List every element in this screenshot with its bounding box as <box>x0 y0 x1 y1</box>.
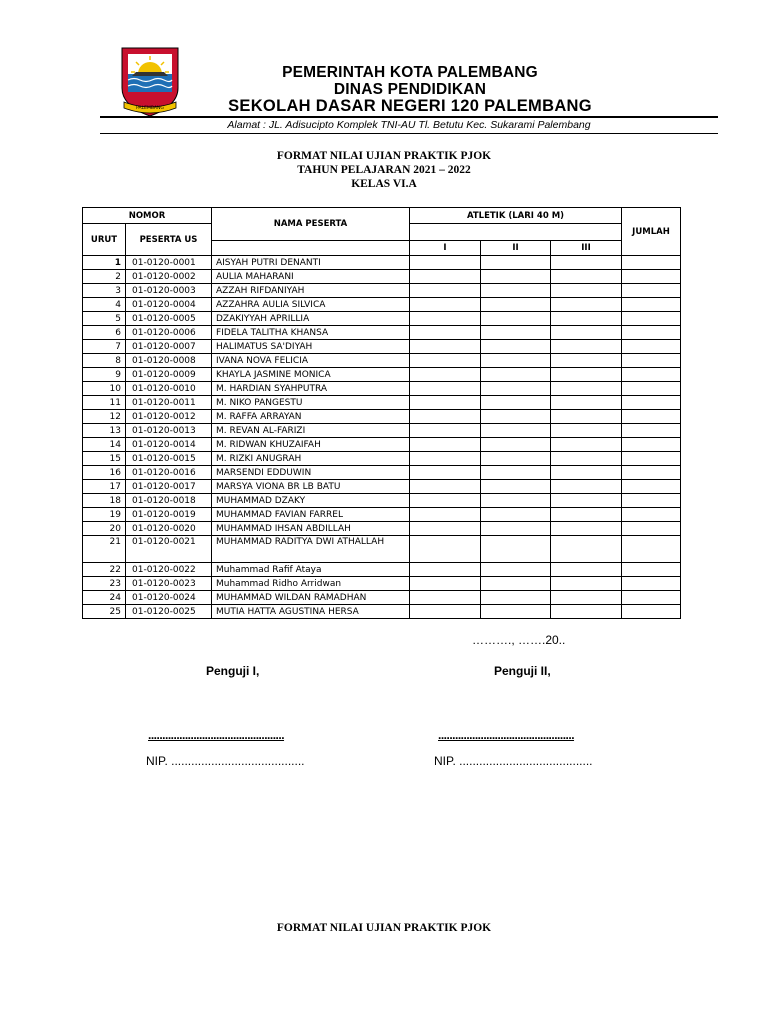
row-peserta-us: 01-0120-0009 <box>126 368 212 382</box>
table-row <box>83 326 681 340</box>
row-nama-peserta: M. HARDIAN SYAHPUTRA <box>212 382 410 396</box>
row-jumlah <box>622 284 681 298</box>
row-urut: 20 <box>83 522 126 536</box>
row-trial-i <box>410 410 481 424</box>
row-jumlah <box>622 354 681 368</box>
row-trial-iii <box>551 284 622 298</box>
row-jumlah <box>622 382 681 396</box>
row-urut: 2 <box>83 270 126 284</box>
row-peserta-us: 01-0120-0002 <box>126 270 212 284</box>
row-nama-peserta: IVANA NOVA FELICIA <box>212 354 410 368</box>
row-trial-iii <box>551 424 622 438</box>
row-jumlah <box>622 536 681 563</box>
row-urut: 9 <box>83 368 126 382</box>
header-nama-peserta: NAMA PESERTA <box>212 208 410 241</box>
row-peserta-us: 01-0120-0022 <box>126 563 212 577</box>
row-trial-i <box>410 270 481 284</box>
header-urut: URUT <box>83 224 126 256</box>
row-peserta-us: 01-0120-0025 <box>126 605 212 619</box>
table-row <box>83 563 681 577</box>
document-class: KELAS VI.A <box>351 178 417 190</box>
row-peserta-us: 01-0120-0005 <box>126 312 212 326</box>
header-nomor: NOMOR <box>83 208 212 224</box>
row-urut: 8 <box>83 354 126 368</box>
row-urut: 19 <box>83 508 126 522</box>
row-trial-i <box>410 326 481 340</box>
row-nama-peserta: MARSENDI EDDUWIN <box>212 466 410 480</box>
row-nama-peserta: MUHAMMAD RADITYA DWI ATHALLAH <box>212 536 410 563</box>
row-peserta-us: 01-0120-0021 <box>126 536 212 563</box>
row-trial-i <box>410 605 481 619</box>
table-row <box>83 340 681 354</box>
row-trial-ii <box>481 494 551 508</box>
row-peserta-us: 01-0120-0003 <box>126 284 212 298</box>
header-atletik-spacer <box>410 224 622 241</box>
row-trial-ii <box>481 312 551 326</box>
score-table <box>82 207 681 619</box>
row-trial-iii <box>551 368 622 382</box>
row-trial-ii <box>481 298 551 312</box>
row-jumlah <box>622 396 681 410</box>
row-nama-peserta: M. RAFFA ARRAYAN <box>212 410 410 424</box>
row-trial-i <box>410 591 481 605</box>
letterhead-line-2: DINAS PENDIDIKAN <box>333 81 487 98</box>
row-trial-i <box>410 466 481 480</box>
next-page-title: FORMAT NILAI UJIAN PRAKTIK PJOK <box>276 922 492 934</box>
row-nama-peserta: KHAYLA JASMINE MONICA <box>212 368 410 382</box>
row-trial-iii <box>551 270 622 284</box>
row-urut: 11 <box>83 396 126 410</box>
row-urut: 12 <box>83 410 126 424</box>
row-trial-i <box>410 382 481 396</box>
table-row <box>83 466 681 480</box>
row-urut: 17 <box>83 480 126 494</box>
row-trial-i <box>410 354 481 368</box>
row-jumlah <box>622 480 681 494</box>
table-row <box>83 298 681 312</box>
row-trial-iii <box>551 298 622 312</box>
row-peserta-us: 01-0120-0010 <box>126 382 212 396</box>
palembang-city-emblem-logo <box>118 44 182 120</box>
row-jumlah <box>622 438 681 452</box>
row-trial-i <box>410 368 481 382</box>
table-row <box>83 424 681 438</box>
row-trial-i <box>410 522 481 536</box>
row-nama-peserta: MUHAMMAD FAVIAN FARREL <box>212 508 410 522</box>
row-jumlah <box>622 522 681 536</box>
header-trial-iii: III <box>551 241 622 256</box>
row-trial-iii <box>551 577 622 591</box>
row-trial-iii <box>551 396 622 410</box>
table-row <box>83 354 681 368</box>
row-trial-i <box>410 480 481 494</box>
row-trial-ii <box>481 563 551 577</box>
row-jumlah <box>622 508 681 522</box>
row-trial-i <box>410 563 481 577</box>
table-row <box>83 438 681 452</box>
table-row <box>83 284 681 298</box>
penguji-2-nip: NIP. ........................................ <box>434 754 593 768</box>
row-nama-peserta: AULIA MAHARANI <box>212 270 410 284</box>
row-peserta-us: 01-0120-0016 <box>126 466 212 480</box>
row-urut: 18 <box>83 494 126 508</box>
row-jumlah <box>622 340 681 354</box>
row-trial-iii <box>551 452 622 466</box>
row-trial-ii <box>481 591 551 605</box>
letterhead-address: Alamat : JL. Adisucipto Komplek TNI-AU Tl. Betutu Kec. Sukarami Palembang <box>227 119 591 131</box>
row-nama-peserta: MARSYA VIONA BR LB BATU <box>212 480 410 494</box>
table-row <box>83 480 681 494</box>
table-row <box>83 382 681 396</box>
letterhead-line-3: SEKOLAH DASAR NEGERI 120 PALEMBANG <box>228 97 592 115</box>
row-trial-ii <box>481 605 551 619</box>
row-trial-iii <box>551 326 622 340</box>
row-trial-ii <box>481 270 551 284</box>
row-jumlah <box>622 424 681 438</box>
row-trial-i <box>410 396 481 410</box>
row-peserta-us: 01-0120-0007 <box>126 340 212 354</box>
row-urut: 14 <box>83 438 126 452</box>
row-urut: 3 <box>83 284 126 298</box>
penguji-2-name-line: ................................................ <box>438 728 575 742</box>
row-peserta-us: 01-0120-0018 <box>126 494 212 508</box>
row-jumlah <box>622 577 681 591</box>
row-trial-iii <box>551 312 622 326</box>
row-trial-ii <box>481 326 551 340</box>
letterhead-divider-thick <box>100 116 718 118</box>
logo-ribbon-text: PALEMBANG <box>136 106 164 111</box>
row-peserta-us: 01-0120-0023 <box>126 577 212 591</box>
row-trial-i <box>410 284 481 298</box>
row-jumlah <box>622 591 681 605</box>
row-trial-iii <box>551 340 622 354</box>
row-jumlah <box>622 466 681 480</box>
row-jumlah <box>622 270 681 284</box>
row-trial-i <box>410 508 481 522</box>
row-urut: 15 <box>83 452 126 466</box>
row-trial-iii <box>551 536 622 563</box>
row-trial-ii <box>481 382 551 396</box>
row-trial-ii <box>481 438 551 452</box>
row-jumlah <box>622 298 681 312</box>
row-trial-ii <box>481 410 551 424</box>
row-nama-peserta: MUHAMMAD WILDAN RAMADHAN <box>212 591 410 605</box>
row-trial-ii <box>481 577 551 591</box>
row-peserta-us: 01-0120-0020 <box>126 522 212 536</box>
row-trial-iii <box>551 591 622 605</box>
table-row <box>83 494 681 508</box>
row-nama-peserta: DZAKIYYAH APRILLIA <box>212 312 410 326</box>
row-urut: 16 <box>83 466 126 480</box>
row-trial-ii <box>481 256 551 270</box>
row-nama-peserta: Muhammad Rafif Ataya <box>212 563 410 577</box>
row-peserta-us: 01-0120-0004 <box>126 298 212 312</box>
penguji-1-label: Penguji I, <box>206 664 260 678</box>
table-row <box>83 508 681 522</box>
row-nama-peserta: AZZAHRA AULIA SILVICA <box>212 298 410 312</box>
header-nama-bottom <box>212 241 410 256</box>
table-row <box>83 312 681 326</box>
letterhead-line-1: PEMERINTAH KOTA PALEMBANG <box>282 64 538 81</box>
row-urut: 7 <box>83 340 126 354</box>
penguji-1-nip: NIP. ........................................ <box>146 754 305 768</box>
row-trial-iii <box>551 410 622 424</box>
row-peserta-us: 01-0120-0012 <box>126 410 212 424</box>
row-urut: 22 <box>83 563 126 577</box>
row-trial-iii <box>551 605 622 619</box>
row-jumlah <box>622 312 681 326</box>
row-peserta-us: 01-0120-0014 <box>126 438 212 452</box>
row-trial-iii <box>551 382 622 396</box>
row-nama-peserta: M. NIKO PANGESTU <box>212 396 410 410</box>
row-peserta-us: 01-0120-0006 <box>126 326 212 340</box>
letterhead-divider-thin <box>100 133 718 134</box>
row-trial-i <box>410 438 481 452</box>
row-peserta-us: 01-0120-0024 <box>126 591 212 605</box>
row-jumlah <box>622 563 681 577</box>
row-peserta-us: 01-0120-0013 <box>126 424 212 438</box>
row-jumlah <box>622 256 681 270</box>
row-nama-peserta: M. RIDWAN KHUZAIFAH <box>212 438 410 452</box>
row-trial-iii <box>551 256 622 270</box>
row-trial-iii <box>551 354 622 368</box>
table-row <box>83 270 681 284</box>
row-trial-i <box>410 256 481 270</box>
row-trial-ii <box>481 368 551 382</box>
table-row <box>83 605 681 619</box>
signature-date: ………., …….20.. <box>472 633 566 647</box>
row-trial-i <box>410 536 481 563</box>
row-trial-ii <box>481 466 551 480</box>
row-urut: 24 <box>83 591 126 605</box>
row-jumlah <box>622 326 681 340</box>
row-jumlah <box>622 410 681 424</box>
header-atletik: ATLETIK (LARI 40 M) <box>410 208 622 224</box>
penguji-2-label: Penguji II, <box>494 664 551 678</box>
row-urut: 5 <box>83 312 126 326</box>
row-jumlah <box>622 452 681 466</box>
header-peserta-us: PESERTA US <box>126 224 212 256</box>
row-jumlah <box>622 494 681 508</box>
row-peserta-us: 01-0120-0015 <box>126 452 212 466</box>
row-peserta-us: 01-0120-0019 <box>126 508 212 522</box>
row-trial-ii <box>481 536 551 563</box>
row-nama-peserta: HALIMATUS SA'DIYAH <box>212 340 410 354</box>
row-trial-ii <box>481 480 551 494</box>
row-nama-peserta: Muhammad Ridho Arridwan <box>212 577 410 591</box>
row-trial-i <box>410 577 481 591</box>
header-jumlah: JUMLAH <box>622 208 681 256</box>
penguji-1-name-line: ................................................ <box>148 728 285 742</box>
row-trial-i <box>410 312 481 326</box>
row-trial-ii <box>481 508 551 522</box>
row-nama-peserta: MUTIA HATTA AGUSTINA HERSA <box>212 605 410 619</box>
row-trial-iii <box>551 563 622 577</box>
header-trial-i: I <box>410 241 481 256</box>
table-row <box>83 396 681 410</box>
row-urut: 23 <box>83 577 126 591</box>
row-trial-i <box>410 298 481 312</box>
row-peserta-us: 01-0120-0011 <box>126 396 212 410</box>
row-trial-ii <box>481 522 551 536</box>
row-trial-i <box>410 452 481 466</box>
table-row <box>83 256 681 270</box>
row-trial-i <box>410 340 481 354</box>
row-trial-iii <box>551 480 622 494</box>
row-trial-ii <box>481 396 551 410</box>
row-trial-iii <box>551 494 622 508</box>
row-trial-ii <box>481 284 551 298</box>
row-urut: 21 <box>83 536 126 563</box>
row-urut: 1 <box>83 256 126 270</box>
document-title: FORMAT NILAI UJIAN PRAKTIK PJOK <box>276 150 492 162</box>
row-peserta-us: 01-0120-0008 <box>126 354 212 368</box>
table-row <box>83 536 681 563</box>
row-trial-ii <box>481 340 551 354</box>
row-urut: 13 <box>83 424 126 438</box>
row-urut: 25 <box>83 605 126 619</box>
row-jumlah <box>622 368 681 382</box>
row-trial-ii <box>481 354 551 368</box>
row-trial-i <box>410 424 481 438</box>
table-row <box>83 410 681 424</box>
row-peserta-us: 01-0120-0001 <box>126 256 212 270</box>
table-row <box>83 368 681 382</box>
row-nama-peserta: M. RIZKI ANUGRAH <box>212 452 410 466</box>
row-trial-i <box>410 494 481 508</box>
row-nama-peserta: MUHAMMAD IHSAN ABDILLAH <box>212 522 410 536</box>
row-peserta-us: 01-0120-0017 <box>126 480 212 494</box>
row-trial-ii <box>481 424 551 438</box>
table-row <box>83 452 681 466</box>
document-academic-year: TAHUN PELAJARAN 2021 – 2022 <box>297 164 471 176</box>
header-trial-ii: II <box>481 241 551 256</box>
row-nama-peserta: M. REVAN AL-FARIZI <box>212 424 410 438</box>
row-urut: 4 <box>83 298 126 312</box>
row-nama-peserta: AZZAH RIFDANIYAH <box>212 284 410 298</box>
row-nama-peserta: MUHAMMAD DZAKY <box>212 494 410 508</box>
row-jumlah <box>622 605 681 619</box>
table-row <box>83 577 681 591</box>
row-urut: 6 <box>83 326 126 340</box>
row-trial-iii <box>551 508 622 522</box>
table-row <box>83 591 681 605</box>
row-nama-peserta: FIDELA TALITHA KHANSA <box>212 326 410 340</box>
row-nama-peserta: AISYAH PUTRI DENANTI <box>212 256 410 270</box>
row-trial-iii <box>551 438 622 452</box>
row-trial-iii <box>551 522 622 536</box>
row-trial-ii <box>481 452 551 466</box>
row-urut: 10 <box>83 382 126 396</box>
table-row <box>83 522 681 536</box>
row-trial-iii <box>551 466 622 480</box>
